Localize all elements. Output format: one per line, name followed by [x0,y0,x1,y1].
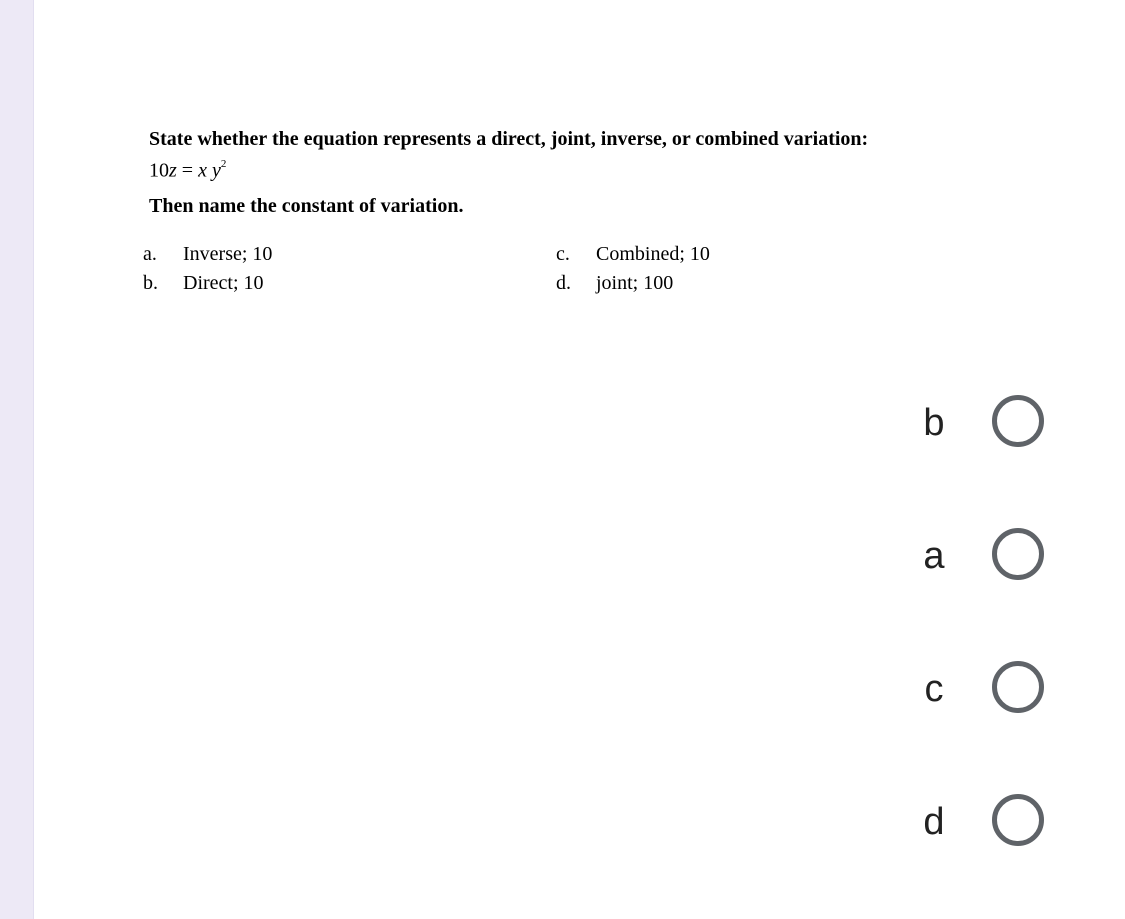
choice-text: Combined; 10 [596,243,710,265]
radio-button-b[interactable] [992,395,1044,447]
choice-text: Inverse; 10 [183,243,273,265]
equation-exponent: 2 [220,158,227,170]
answer-option-d[interactable] [914,791,1074,855]
equation-lhs-var: z [169,159,177,182]
choice-b [143,269,264,298]
question-card [34,0,1125,919]
choice-c [556,240,710,269]
radio-button-c[interactable] [992,661,1044,713]
choice-text: Direct; 10 [183,272,264,294]
equation-coefficient: 10 [149,159,169,182]
equation-equals: = [176,159,199,182]
radio-button-d[interactable] [992,794,1044,846]
choice-text: joint; 100 [596,272,674,294]
choice-letter: d. [556,272,571,294]
question-equation [149,153,1049,184]
answer-option-label: b [923,402,945,444]
question-prompt: State whether the equation represents a direct, joint, inverse, or combined variation: [149,128,869,150]
answer-option-label: d [923,801,945,843]
question-followup: Then name the constant of variation. [149,194,464,217]
equation-rhs-vars: x y [198,159,221,182]
choice-letter: a. [143,243,157,265]
choice-d [556,269,673,298]
choice-a [143,240,272,269]
answer-option-label: c [924,668,944,710]
choice-letter: b. [143,272,158,294]
question-block [149,125,1049,240]
left-sidebar-strip [0,0,34,919]
choice-letter: c. [556,243,570,265]
answer-option-a[interactable] [914,525,1074,589]
answer-option-label: a [923,535,945,577]
answer-option-b[interactable] [914,392,1074,456]
radio-button-a[interactable] [992,528,1044,580]
answer-option-c[interactable] [914,658,1074,722]
